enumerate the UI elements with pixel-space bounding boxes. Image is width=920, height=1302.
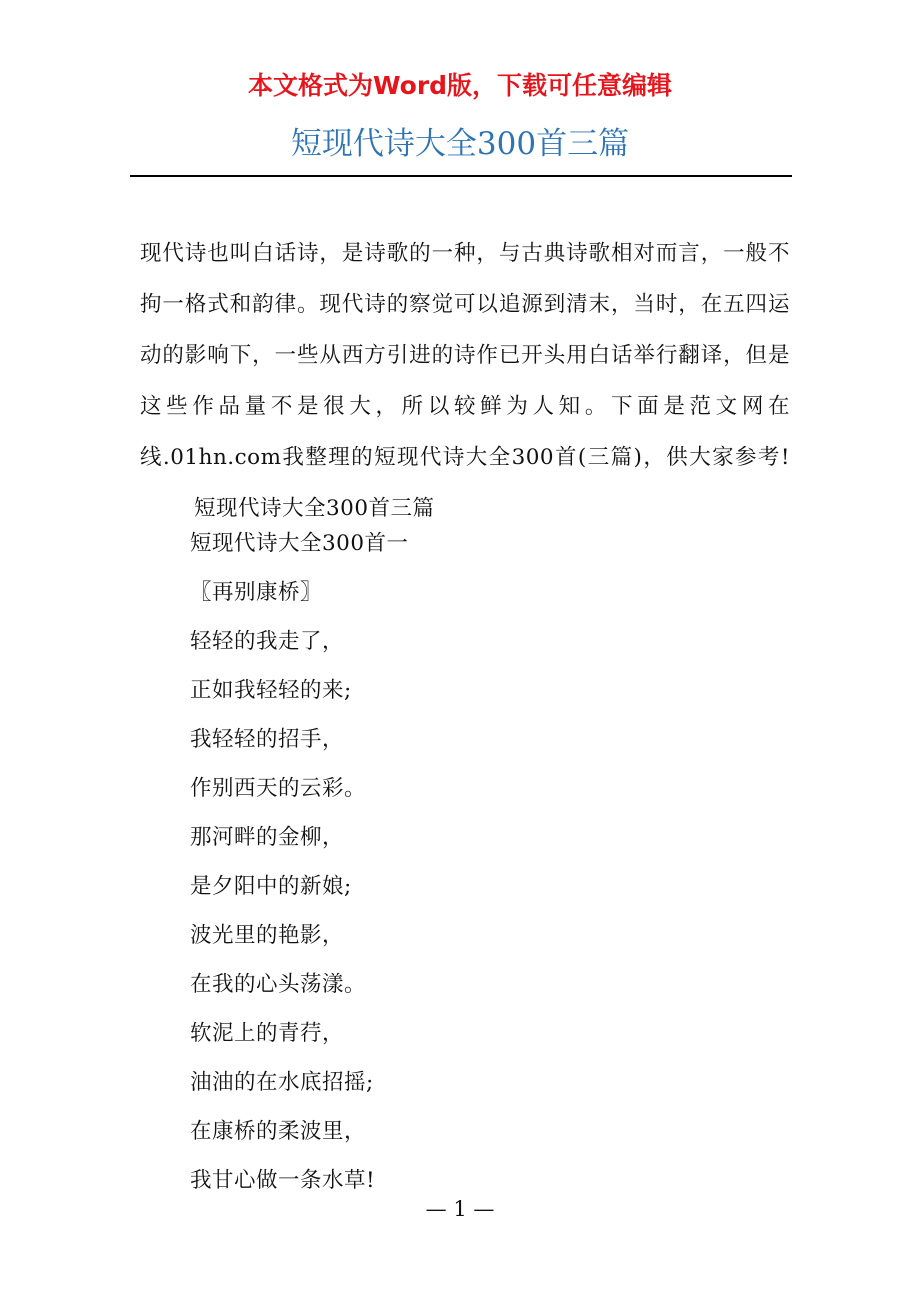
poem-line: 我甘心做一条水草! — [190, 1168, 376, 1193]
poem-line: 正如我轻轻的来; — [190, 678, 352, 703]
poem-line: 在我的心头荡漾。 — [190, 972, 367, 997]
document-title: 短现代诗大全300首三篇 — [290, 126, 630, 162]
poem-line: 软泥上的青荇， — [190, 1021, 345, 1046]
poem-line: 油油的在水底招摇; — [190, 1070, 374, 1095]
poem-line: 那河畔的金柳， — [190, 825, 345, 850]
poem-block — [190, 519, 409, 1205]
download-banner: 本文格式为Word版，下载可任意编辑 — [247, 71, 673, 100]
title-divider — [130, 175, 792, 177]
poem-line: 作别西天的云彩。 — [190, 776, 367, 801]
poem-line: 轻轻的我走了， — [190, 629, 345, 654]
intro-text: 现代诗也叫白话诗，是诗歌的一种，与古典诗歌相对而言，一般不拘一格式和韵律。现代诗的察觉可以追源到清末，当时，在五四运动的影响下，一些从西方引进的诗作已开头用白话举行翻译，但是这些作品量不是很大，所以较鲜为人知。下面是范文网在线.01hn.com我整理的短现代诗大全300首(三篇)，供大家参考! — [140, 241, 790, 470]
section-heading: 短现代诗大全300首一 — [190, 531, 409, 556]
page-number: — 1 — — [425, 1197, 495, 1221]
poem-title: 〖再别康桥〗 — [190, 580, 323, 605]
poem-line: 我轻轻的招手， — [190, 727, 345, 752]
intro-paragraph — [140, 228, 790, 534]
inline-heading: 短现代诗大全300首三篇 — [194, 496, 435, 521]
poem-line: 在康桥的柔波里， — [190, 1119, 367, 1144]
poem-line: 是夕阳中的新娘; — [190, 874, 352, 899]
poem-line: 波光里的艳影， — [190, 923, 345, 948]
